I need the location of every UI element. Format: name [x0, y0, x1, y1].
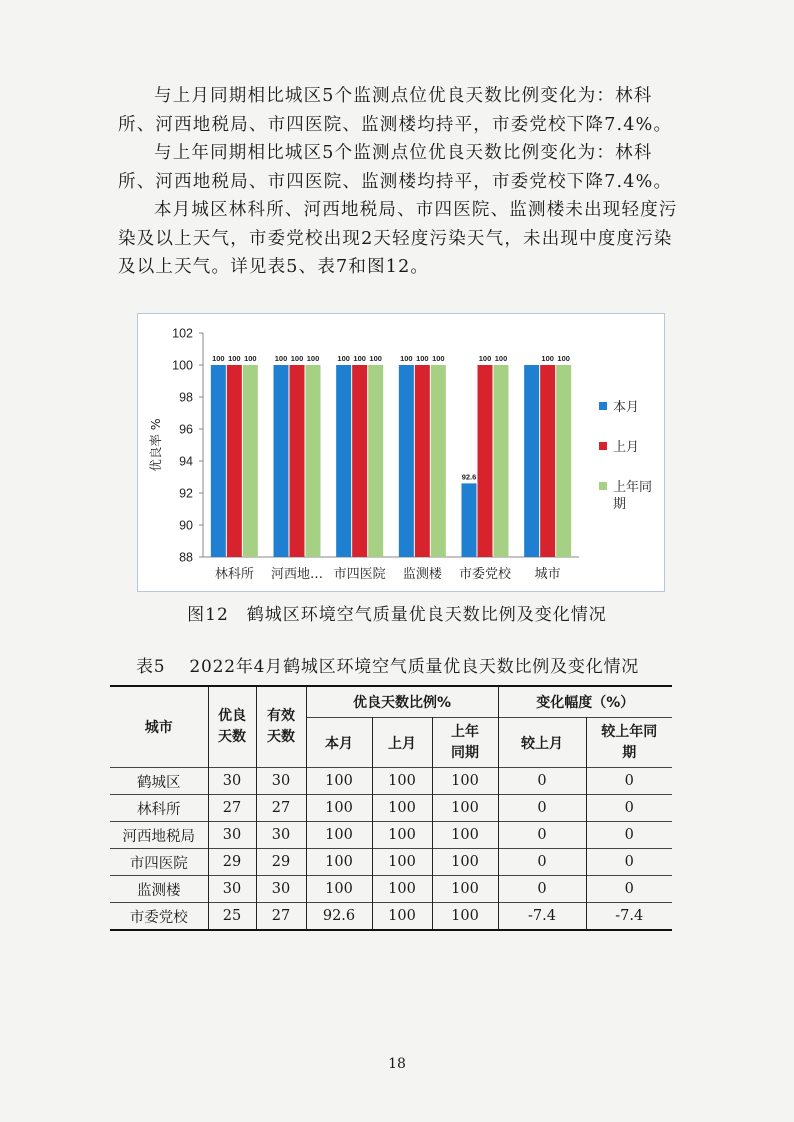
header-current-month: 本月	[306, 718, 372, 768]
bar-1-2	[306, 365, 321, 557]
data-label: 100	[557, 354, 570, 363]
header-good-days	[208, 686, 256, 768]
header-vs-last-year	[586, 718, 672, 768]
table-row	[110, 876, 672, 903]
body-text	[118, 82, 678, 282]
table-row	[110, 795, 672, 822]
bar-4-0	[462, 483, 477, 557]
table-cell: 100	[372, 849, 432, 876]
table-cell: 100	[432, 903, 498, 931]
bar-1-1	[290, 365, 305, 557]
data-label: 92.6	[461, 472, 477, 482]
table-cell: 0	[586, 768, 672, 795]
table-cell: 100	[306, 849, 372, 876]
table-cell: 100	[432, 849, 498, 876]
paragraph-2: 与上年同期相比城区5个监测点位优良天数比例变化为：林科所、河西地税局、市四医院、监测楼均持平，市委党校下降7.4%。	[118, 143, 673, 192]
data-label: 100	[244, 354, 257, 363]
table-cell: 100	[306, 795, 372, 822]
table-cell: 100	[306, 822, 372, 849]
header-vs-last-year-text: 较上年同期	[601, 723, 658, 761]
table-cell: 100	[432, 822, 498, 849]
bar-3-2	[431, 365, 446, 557]
table-cell: 30	[208, 822, 256, 849]
table-cell: 27	[208, 795, 256, 822]
table-row	[110, 849, 672, 876]
table-cell: 0	[498, 795, 586, 822]
data-label: 100	[337, 354, 350, 363]
table-cell: 30	[256, 768, 306, 795]
table-cell: 100	[372, 903, 432, 931]
header-valid-days	[256, 686, 306, 768]
y-tick-label: 88	[179, 550, 193, 565]
table-row	[110, 822, 672, 849]
bar-0-0	[211, 365, 226, 557]
table-cell: 100	[432, 768, 498, 795]
table-cell: 100	[372, 795, 432, 822]
data-label: 100	[432, 354, 445, 363]
table-cell: 100	[372, 822, 432, 849]
y-tick-label: 98	[179, 390, 193, 405]
page-number: 18	[388, 1056, 406, 1072]
legend-label: 本月	[613, 400, 640, 415]
bar-0-2	[243, 365, 258, 557]
table-caption: 表5 2022年4月鹤城区环境空气质量优良天数比例及变化情况	[136, 657, 640, 677]
data-label: 100	[353, 354, 366, 363]
table-cell: 0	[586, 849, 672, 876]
x-tick-label: 市四医院	[333, 567, 386, 582]
y-tick-label: 94	[179, 454, 193, 469]
legend-swatch	[599, 402, 607, 410]
bar-5-1	[540, 365, 555, 557]
row-city-cell: 市四医院	[110, 849, 208, 876]
header-last-year-text: 上年同期	[451, 723, 479, 761]
chart-canvas	[138, 314, 664, 591]
data-label: 100	[306, 354, 320, 363]
table-row	[110, 768, 672, 795]
table-cell: 100	[306, 876, 372, 903]
header-ratio: 优良天数比例%	[306, 686, 498, 718]
table-cell: 100	[372, 876, 432, 903]
legend-swatch	[599, 482, 607, 490]
header-good-days-text: 优良天数	[218, 708, 246, 745]
table-cell: 30	[256, 876, 306, 903]
bar-2-2	[368, 365, 383, 557]
x-tick-label: 城市	[534, 567, 561, 582]
table-cell: 29	[208, 849, 256, 876]
bar-3-0	[399, 365, 414, 557]
table-cell: 0	[498, 768, 586, 795]
data-label: 100	[400, 354, 413, 363]
bar-1-0	[274, 365, 289, 557]
row-city-cell: 鹤城区	[110, 768, 208, 795]
paragraph-1: 与上月同期相比城区5个监测点位优良天数比例变化为：林科所、河西地税局、市四医院、监测楼均持平，市委党校下降7.4%。	[118, 86, 673, 135]
table-cell: 92.6	[306, 903, 372, 931]
data-label: 100	[274, 354, 288, 363]
bar-4-1	[478, 365, 493, 557]
bar-4-2	[494, 365, 509, 557]
header-last-month: 上月	[372, 718, 432, 768]
table-cell: 100	[432, 795, 498, 822]
row-city-cell: 监测楼	[110, 876, 208, 903]
table-cell: 0	[498, 876, 586, 903]
table-cell: 30	[256, 822, 306, 849]
table-cell: 0	[498, 822, 586, 849]
bar-3-1	[415, 365, 430, 557]
table-cell: -7.4	[498, 903, 586, 931]
header-city: 城市	[110, 686, 208, 768]
row-city-cell: 林科所	[110, 795, 208, 822]
data-label: 100	[416, 354, 429, 363]
data-label: 100	[478, 354, 492, 363]
table-cell: 25	[208, 903, 256, 931]
table-cell: 100	[372, 768, 432, 795]
row-city-cell: 市委党校	[110, 903, 208, 931]
header-valid-days-text: 有效天数	[267, 708, 295, 745]
x-tick-label: 林科所	[214, 567, 254, 582]
x-tick-label: 市委党校	[458, 567, 512, 582]
bar-5-2	[556, 365, 571, 557]
table-cell: 0	[498, 849, 586, 876]
legend-swatch	[599, 442, 607, 450]
table-cell: 0	[586, 795, 672, 822]
bar-chart	[137, 313, 665, 592]
y-tick-label: 96	[179, 422, 193, 437]
data-label: 100	[541, 354, 554, 363]
row-city-cell: 河西地税局	[110, 822, 208, 849]
y-tick-label: 92	[179, 486, 193, 501]
paragraph-3: 本月城区林科所、河西地税局、市四医院、监测楼未出现轻度污染及以上天气，市委党校出现2天轻度污染天气，未出现中度度污染及以上天气。详见表5、表7和图12。	[118, 200, 678, 277]
table-cell: 0	[586, 822, 672, 849]
table-cell: 100	[432, 876, 498, 903]
table-cell: 0	[586, 876, 672, 903]
table-cell: 100	[306, 768, 372, 795]
table-cell: 29	[256, 849, 306, 876]
data-label: 100	[290, 354, 304, 363]
header-last-year	[432, 718, 498, 768]
data-label: 100	[228, 354, 241, 363]
figure-caption: 图12 鹤城区环境空气质量优良天数比例及变化情况	[187, 605, 607, 625]
data-label: 100	[369, 354, 382, 363]
x-tick-label: 河西地…	[270, 567, 324, 582]
y-tick-label: 100	[172, 358, 193, 373]
table-cell: 27	[256, 795, 306, 822]
data-label: 100	[212, 354, 225, 363]
y-axis-label: 优良率 %	[148, 418, 163, 472]
table-row	[110, 903, 672, 931]
bar-2-0	[336, 365, 351, 557]
legend-label: 上年同期	[613, 480, 653, 512]
x-tick-label: 监测楼	[402, 567, 442, 582]
header-change: 变化幅度（%）	[498, 686, 672, 718]
bar-2-1	[352, 365, 367, 557]
data-table	[110, 685, 672, 931]
table-cell: 27	[256, 903, 306, 931]
table-cell: -7.4	[586, 903, 672, 931]
data-label: 100	[494, 354, 508, 363]
y-tick-label: 102	[172, 326, 193, 341]
legend-label: 上月	[613, 440, 640, 455]
bar-5-0	[524, 365, 539, 557]
table-cell: 30	[208, 876, 256, 903]
table-cell: 30	[208, 768, 256, 795]
header-vs-last-month: 较上月	[498, 718, 586, 768]
y-tick-label: 90	[179, 518, 193, 533]
bar-0-1	[227, 365, 242, 557]
